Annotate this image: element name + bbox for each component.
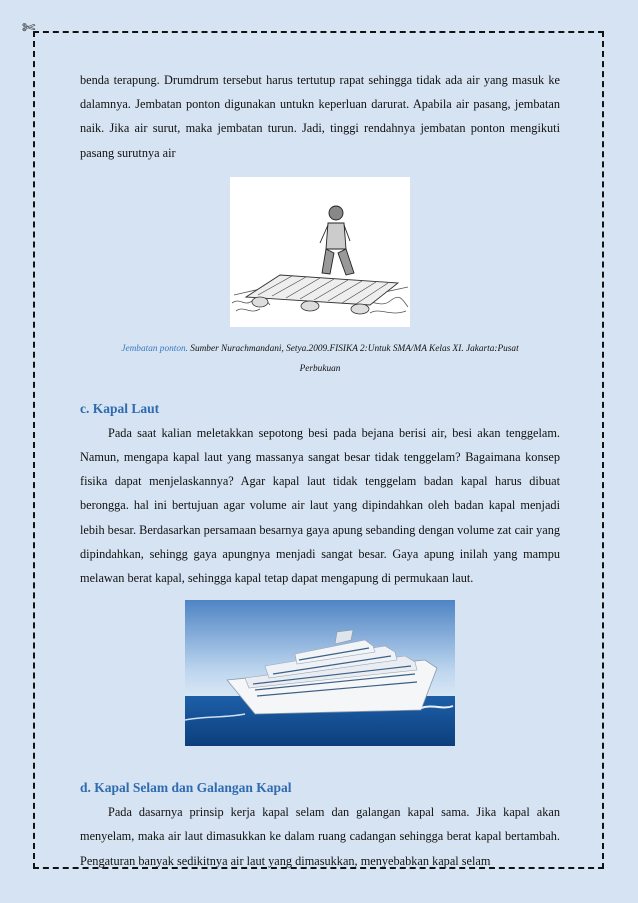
section-heading-kapal-selam: d. Kapal Selam dan Galangan Kapal	[80, 780, 292, 796]
paragraph-kapal-selam: Pada dasarnya prinsip kerja kapal selam dan galangan kapal sama. Jika kapal akan menyelam, maka air laut dimasukkan ke dalam ruang cadangan sehingga berat kapal bertambah. Pengaturan banyak sedikitnya air laut yang dimasukkan, menyebabkan kapal selam	[80, 805, 560, 868]
scissors-icon: ✄	[22, 18, 36, 37]
figure-caption	[80, 339, 560, 379]
pontoon-bridge-figure	[230, 177, 410, 327]
document-content	[80, 68, 560, 873]
caption-lead: Jembatan ponton.	[121, 343, 188, 354]
caption-source: Sumber Nurachmandani, Setya.2009.FISIKA 2:Untuk SMA/MA Kelas XI. Jakarta:Pusat Perbukuan	[187, 343, 519, 374]
cruise-ship-photo	[185, 600, 455, 746]
paragraph-pontoon: benda terapung. Drumdrum tersebut harus tertutup rapat sehingga tidak ada air yang masuk ke dalamnya. Jembatan ponton digunakan untukn keperluan darurat. Apabila air pasang, jembatan naik. Jika air surut, maka jembatan turun. Jadi, tinggi rendahnya jembatan ponton mengikuti pasang surutnya air	[80, 73, 560, 160]
paragraph-kapal-laut: Pada saat kalian meletakkan sepotong besi pada bejana berisi air, besi akan tenggelam. Namun, mengapa kapal laut yang massanya sangat besar tidak tenggelam? Bagaimana konsep fisika dapat menjelaskannya? Agar kapal laut tidak tenggelam badan kapal harus dibuat berongga. hal ini bertujuan agar volume air laut yang dipindahkan oleh badan kapal menjadi lebih besar. Berdasarkan persamaan besarnya gaya apung sebanding dengan volume zat cair yang dipindahkan, sehingg gaya apungnya menjadi sangat besar. Gaya apung inilah yang mampu melawan berat kapal, sehingga kapal tetap dapat mengapung di permukaan laut.	[80, 425, 560, 586]
section-heading-kapal-laut: c. Kapal Laut	[80, 400, 160, 416]
